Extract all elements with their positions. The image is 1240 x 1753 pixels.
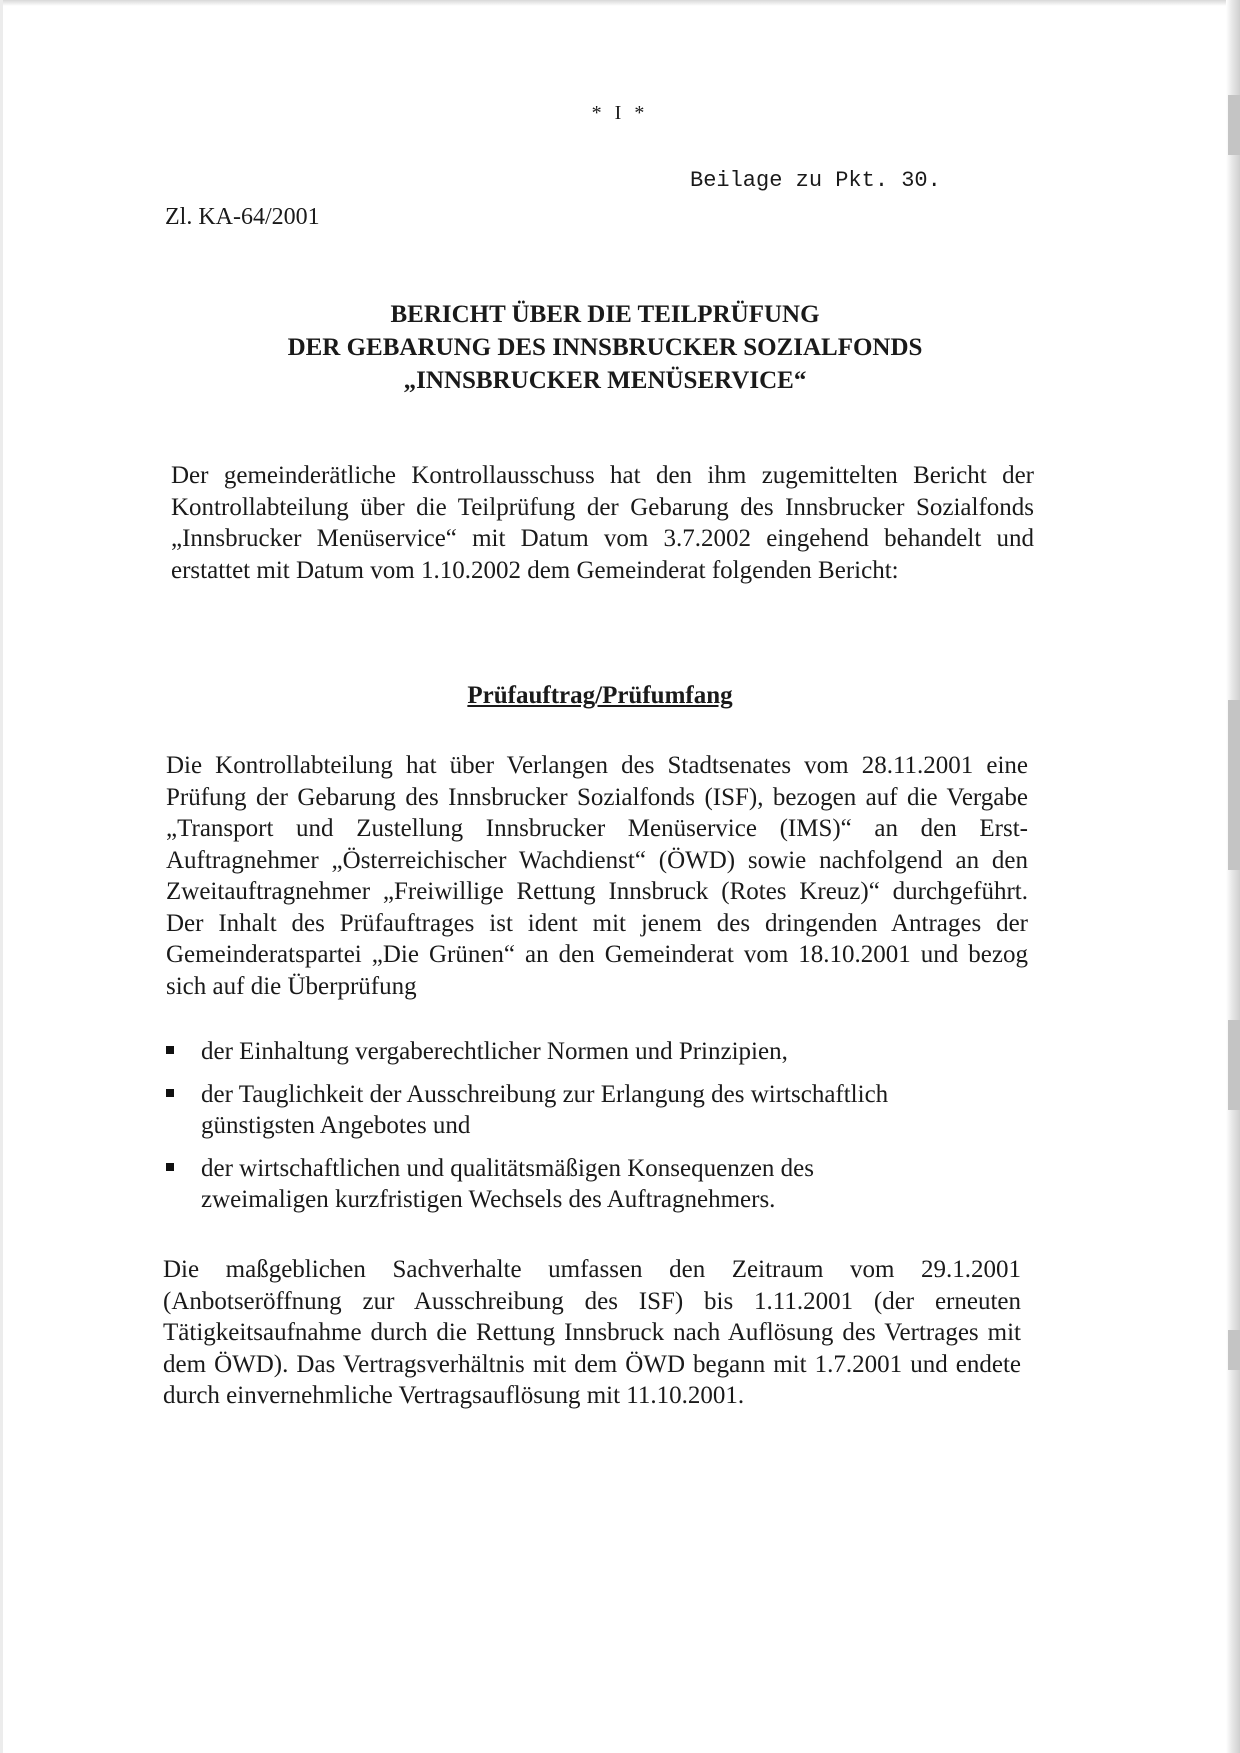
scan-edge-left — [0, 0, 3, 1753]
title-line-1: BERICHT ÜBER DIE TEILPRÜFUNG — [390, 301, 820, 328]
audit-scope-list — [166, 1036, 906, 1227]
title-line-2: DER GEBARUNG DES INNSBRUCKER SOZIALFONDS — [287, 334, 923, 361]
file-number: Zl. KA-64/2001 — [165, 204, 320, 230]
square-bullet-icon — [166, 1163, 174, 1171]
list-item — [166, 1153, 906, 1215]
facts-paragraph: Die maßgeblichen Sachverhalte umfassen den Zeitraum vom 29.1.2001 (Anbotseröffnung zur Ausschreibung des ISF) bis 1.11.2001 (der erneuten Tätigkeitsaufnahme durch die Rettung Innsbruck nach Auflösung des Vertrages mit dem ÖWD). Das Vertragsverhältnis mit dem ÖWD begann mit 1.7.2001 und endete durch einvernehmliche Vertragsauflösung mit 11.10.2001. — [163, 1256, 1021, 1409]
square-bullet-icon — [166, 1089, 174, 1097]
list-item-text: der Tauglichkeit der Ausschreibung zur Erlangung des wirtschaftlich günstigsten Angebotes und — [201, 1081, 889, 1139]
section-heading: Prüfauftrag/Prüfumfang — [467, 682, 733, 709]
scan-band — [1228, 1020, 1240, 1110]
list-item — [166, 1079, 906, 1141]
intro-paragraph: Der gemeinderätliche Kontrollausschuss hat den ihm zugemittelten Bericht der Kontrollabteilung über die Teilprüfung der Gebarung des Innsbrucker Sozialfonds „Innsbrucker Menüservice“ mit Datum vom 3.7.2002 eingehend behandelt und erstattet mit Datum vom 1.10.2002 dem Gemeinderat folgenden Bericht: — [171, 462, 1034, 584]
list-item-text: der wirtschaftlichen und qualitätsmäßigen Konsequenzen des zweimaligen kurzfristigen Wechsels des Auftragnehmers. — [201, 1155, 815, 1213]
square-bullet-icon — [166, 1046, 174, 1054]
page-number: * I * — [591, 102, 649, 124]
scan-band — [1228, 700, 1240, 870]
document-title — [160, 298, 1050, 397]
list-item — [166, 1036, 906, 1067]
scan-edge-top — [0, 0, 1240, 6]
attachment-reference: Beilage zu Pkt. 30. — [690, 168, 941, 193]
list-item-text: der Einhaltung vergaberechtlicher Normen und Prinzipien, — [201, 1038, 788, 1065]
scan-band — [1228, 1330, 1240, 1370]
audit-mandate-paragraph: Die Kontrollabteilung hat über Verlangen des Stadtsenates vom 28.11.2001 eine Prüfung der Gebarung des Innsbrucker Sozialfonds (ISF), bezogen auf die Vergabe „Transport und Zustellung Innsbrucker Menüservice (IMS)“ an den Erst-Auftragnehmer „Österreichischer Wachdienst“ (ÖWD) sowie nachfolgend an den Zweitauftragnehmer „Freiwillige Rettung Innsbruck (Rotes Kreuz)“ durchgeführt. Der Inhalt des Prüfauftrages ist ident mit jenem des dringenden Antrages der Gemeinderatspartei „Die Grünen“ an den Gemeinderat vom 18.10.2001 und bezog sich auf die Überprüfung — [166, 752, 1028, 1000]
title-line-3: „INNSBRUCKER MENÜSERVICE“ — [403, 367, 807, 394]
scan-edge-right — [1226, 0, 1240, 1753]
